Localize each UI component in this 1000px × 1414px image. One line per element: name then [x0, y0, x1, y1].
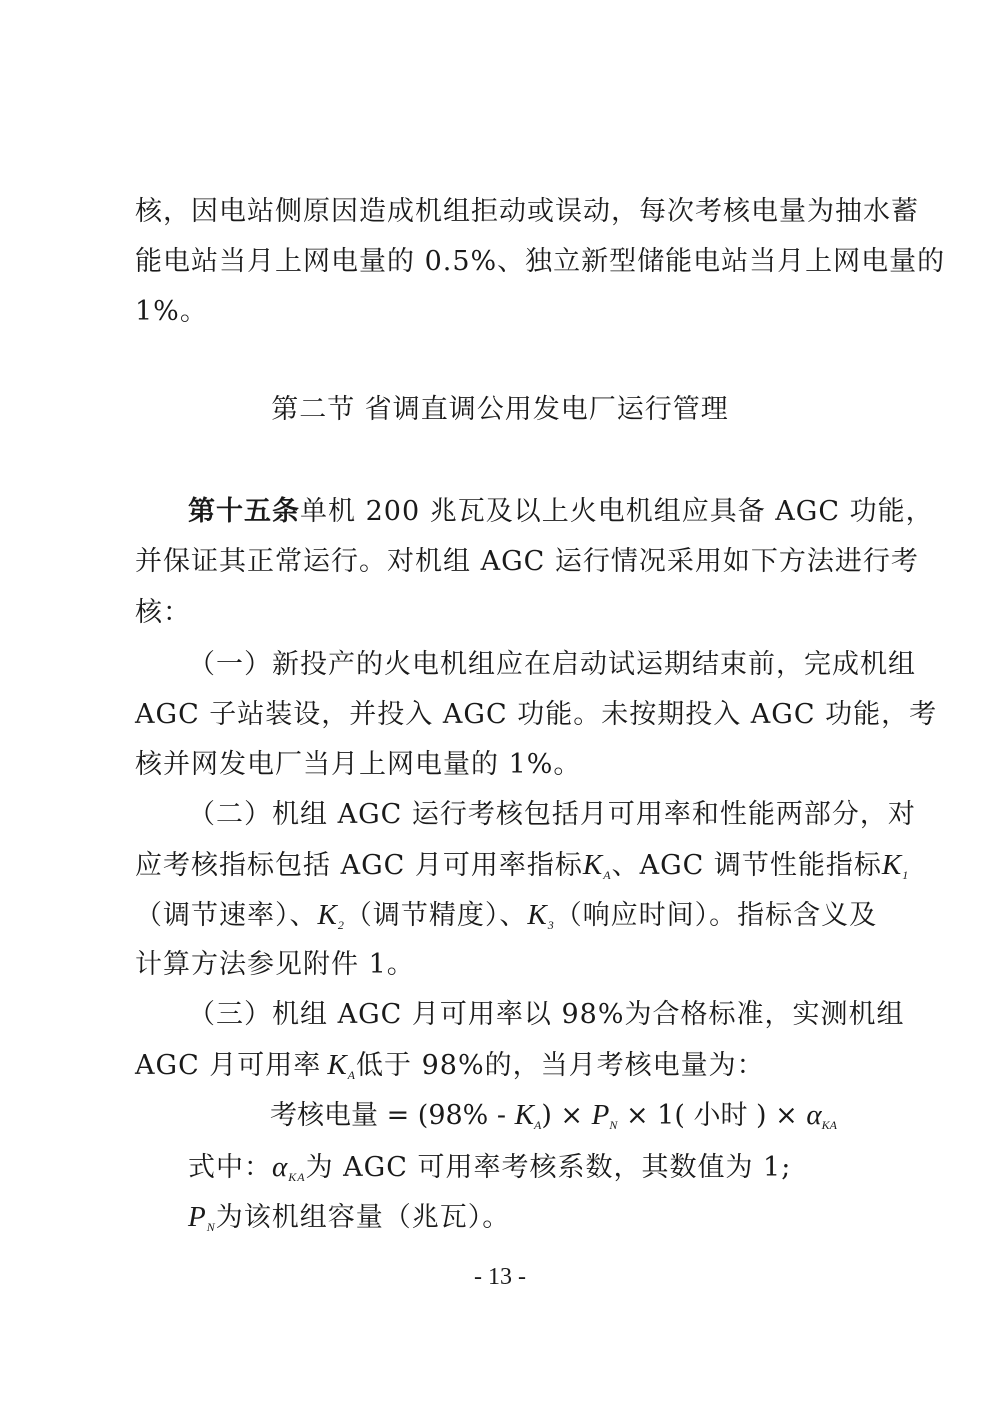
item-3-line-2-text-a: AGC 月可用率	[135, 1050, 322, 1081]
symbol-ka: $K_A$	[582, 849, 612, 882]
symbol-k3: $K_3$	[527, 899, 555, 932]
item-2-line-3	[135, 898, 878, 942]
item-2-line-2-text-b: 、AGC 调节性能指标$K_1$	[611, 849, 910, 882]
where-symbol-alpha: $\alpha_{KA}$	[272, 1151, 306, 1184]
item-2-line-2-text-a: 应考核指标包括 AGC 月可用率指标$K_A$	[135, 849, 612, 882]
continuation-line-3: 1%。	[135, 296, 208, 327]
item-2-line-2	[135, 848, 910, 892]
where-symbol-pn: $P_N$	[188, 1201, 216, 1234]
continuation-line-1: 核，因电站侧原因造成机组拒动或误动，每次考核电量为抽水蓄	[135, 196, 919, 227]
item-1-line-1: （一）新投产的火电机组应在启动试运期结束前，完成机组	[188, 649, 916, 680]
article-15-heading: 第十五条	[188, 496, 300, 527]
item-2-line-1: （二）机组 AGC 运行考核包括月可用率和性能两部分，对	[188, 799, 916, 830]
symbol-k1: $K_1$	[881, 849, 910, 882]
section-title: 第二节 省调直调公用发电厂运行管理	[271, 394, 729, 425]
item-3-line-2-text-b: 低于 98%的，当月考核电量为：	[356, 1050, 765, 1081]
formula-part-a: 考核电量 = (98% -	[270, 1100, 515, 1131]
symbol-k2: $K_2$	[317, 899, 345, 932]
where-line-2	[188, 1200, 875, 1244]
item-1-line-3: 核并网发电厂当月上网电量的 1%。	[135, 749, 582, 780]
article-15-line-3: 核：	[135, 597, 191, 628]
symbol-ka-2: $K_A$	[327, 1049, 356, 1082]
page-number: - 13 -	[474, 1264, 526, 1290]
item-2-line-3-text-b: （调节精度）、	[344, 900, 528, 931]
item-3-line-1: （三）机组 AGC 月可用率以 98%为合格标准，实测机组	[188, 999, 905, 1030]
where-line-2-text: 为该机组容量（兆瓦）。	[215, 1202, 511, 1233]
where-line-1-text: 为 AGC 可用率考核系数，其数值为 1;	[305, 1152, 792, 1183]
where-label: 式中：	[188, 1152, 272, 1183]
formula-symbol-alpha: $\alpha_{KA}$	[806, 1099, 837, 1132]
formula-part-b: ) ×	[541, 1100, 592, 1131]
formula-symbol-ka: $K_A$	[514, 1099, 542, 1132]
formula-part-c: × 1( 小时 ) ×	[617, 1100, 807, 1131]
assessment-formula	[270, 1098, 837, 1142]
formula-symbol-pn: $P_N$	[591, 1099, 618, 1132]
article-15-line-1-text: 单机 200 兆瓦及以上火电机组应具备 AGC 功能，	[300, 496, 934, 527]
item-2-line-3-text-a: （调节速率）、	[135, 900, 318, 931]
article-15-line-2: 并保证其正常运行。对机组 AGC 运行情况采用如下方法进行考	[135, 546, 919, 577]
item-1-line-2: AGC 子站装设，并投入 AGC 功能。未按期投入 AGC 功能，考	[135, 699, 938, 730]
article-15-line-1	[188, 495, 934, 529]
item-2-line-4: 计算方法参见附件 1。	[135, 949, 415, 980]
item-3-line-2	[135, 1048, 875, 1092]
item-2-line-3-text-c: （响应时间）。指标含义及	[554, 900, 878, 931]
where-line-1	[188, 1150, 875, 1194]
continuation-line-2: 能电站当月上网电量的 0.5%、独立新型储能电站当月上网电量的	[135, 246, 946, 277]
